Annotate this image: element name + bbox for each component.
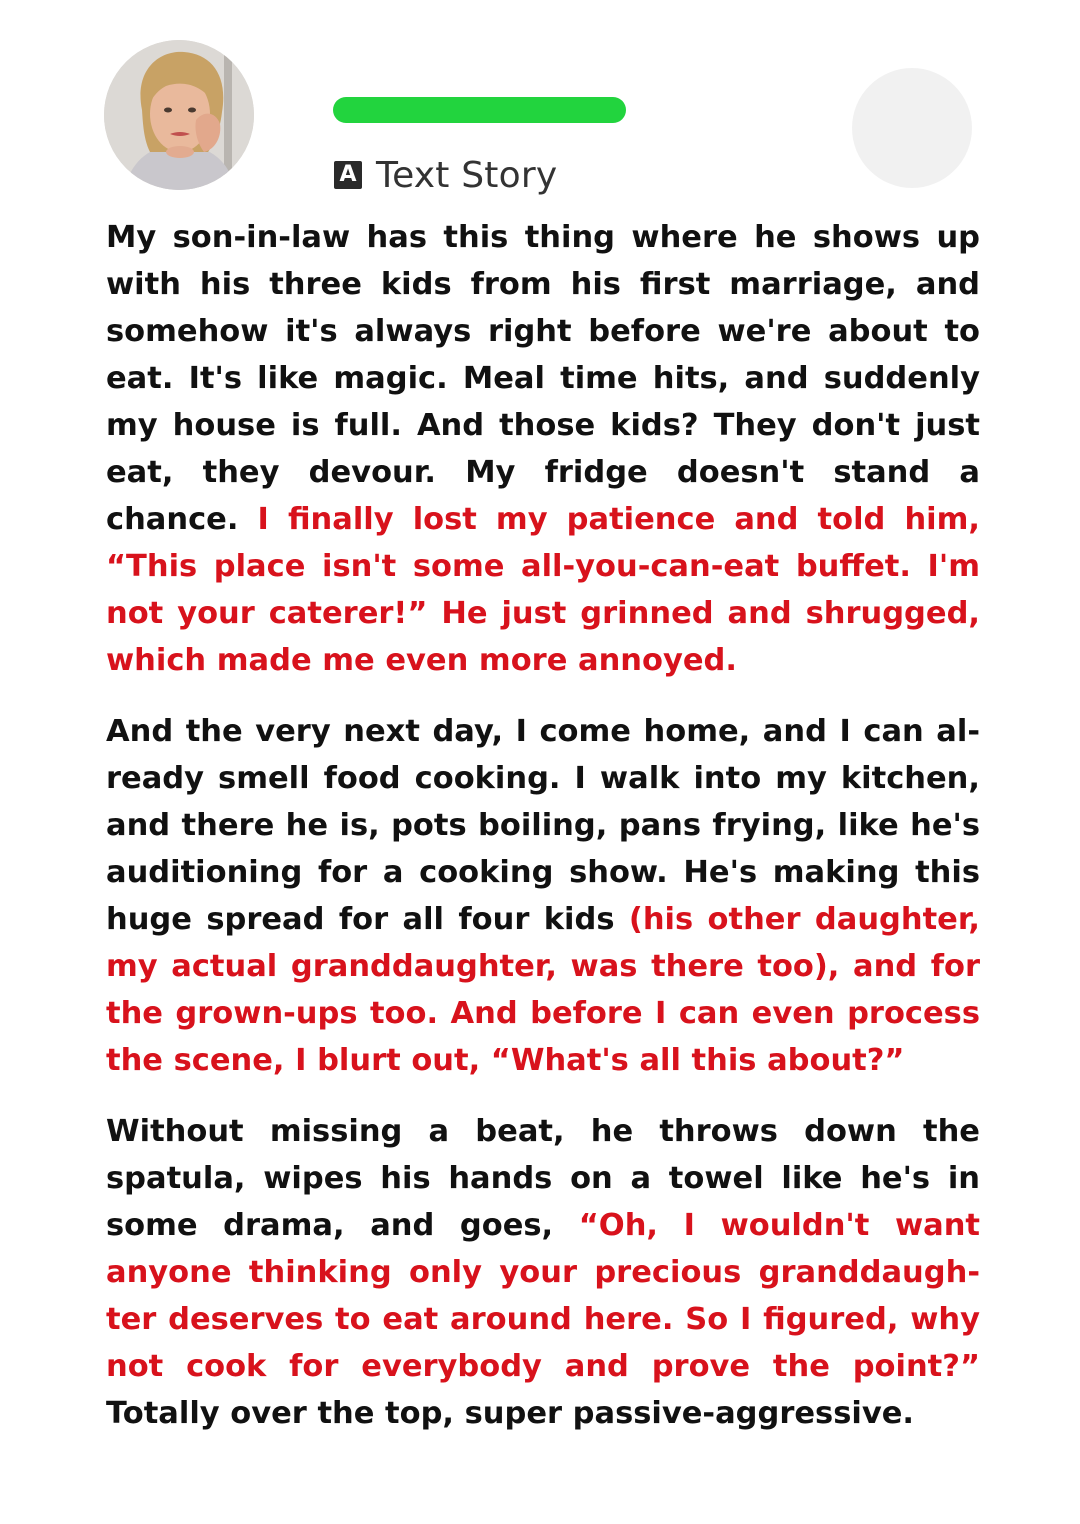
watermark-logo-icon: [848, 64, 976, 192]
story-paragraph-3-highlight: “Oh, I wouldn't want anyone thinking only your precious granddaughter deserves to eat around here. So I figured, why not cook for everybody and prove the point?”: [106, 1208, 980, 1384]
story-paragraph-1-text: My son-in-law has this thing where he shows up with his three kids from his first marriage, and somehow it's always right before we're about to eat. It's like magic. Meal time hits, and suddenly my house is full. And those kids? They don't just eat, they devour. My fridge doesn't stand a chance.: [106, 220, 980, 537]
story-paragraph-1-highlight: I finally lost my patience and told him, “This place isn't some all-you-can-eat buffet. I'm not your caterer!” He just grinned and shrugged, which made me even more annoyed.: [106, 502, 980, 678]
story-paragraph-2-text: And the very next day, I come home, and I can already smell food cooking. I walk into my kitchen, and there he is, pots boiling, pans frying, like he's auditioning for a cooking show. He's making this huge spread for all four kids: [106, 714, 980, 937]
story-body: [106, 214, 980, 1461]
story-paragraph-2-highlight: (his other daughter, my actual granddaughter, was there too), and for the grown-ups too. And before I can even process the scene, I blurt out, “What's all this about?”: [106, 902, 980, 1078]
story-type-tag: [334, 152, 557, 198]
avatar: [104, 40, 254, 190]
redacted-username-bar: [333, 97, 626, 123]
story-type-label: Text Story: [376, 154, 558, 196]
story-paragraph-3-text: Without missing a beat, he throws down the spatula, wipes his hands on a towel like he's in some drama, and goes,: [106, 1114, 980, 1243]
story-header: [0, 0, 1080, 210]
story-paragraph-1: [106, 214, 980, 684]
story-paragraph-2: [106, 708, 980, 1084]
story-paragraph-3-ending: Totally over the top, super passive-aggressive.: [106, 1396, 914, 1431]
story-paragraph-3: [106, 1108, 980, 1437]
avatar-portrait-image: [104, 40, 254, 190]
text-story-icon: A: [334, 161, 362, 189]
